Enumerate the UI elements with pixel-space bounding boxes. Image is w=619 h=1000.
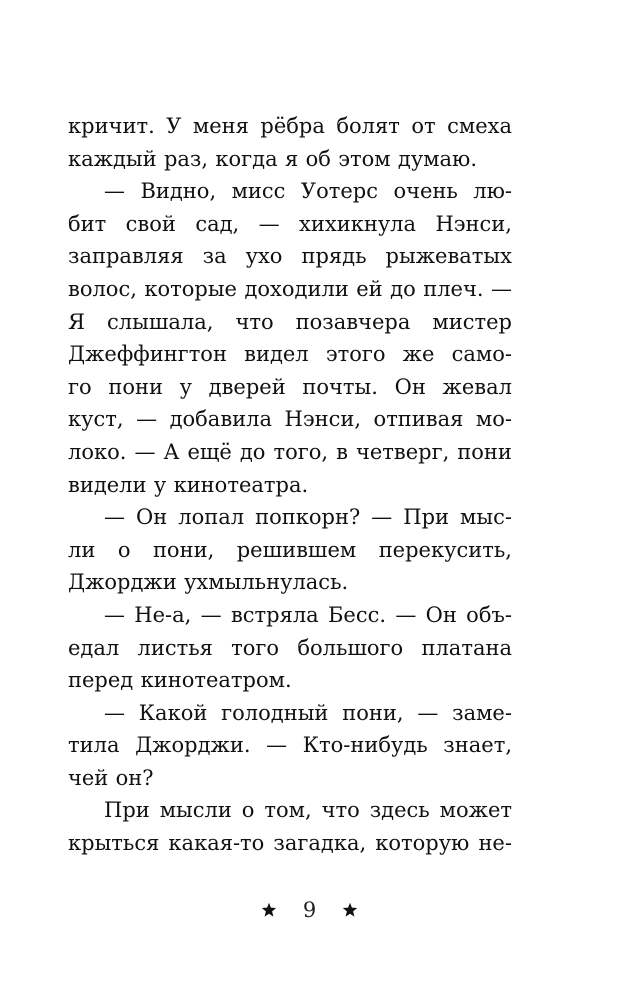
text-line <box>68 338 512 371</box>
word: не- <box>478 831 512 856</box>
word: которые <box>144 276 237 301</box>
word: кинотеатром. <box>140 668 292 693</box>
word: кричит. <box>68 114 155 138</box>
word: у <box>153 472 167 497</box>
word: рёбра <box>260 114 325 138</box>
text-line <box>68 208 512 241</box>
word: листья <box>137 635 213 660</box>
word: слышала, <box>107 309 214 334</box>
word: Нэнси, <box>435 211 512 236</box>
word: Кто-нибудь <box>302 733 428 758</box>
word: почты. <box>302 374 378 399</box>
word: о <box>241 798 255 823</box>
word: же <box>402 342 435 367</box>
word: — <box>104 179 125 204</box>
word: я <box>284 146 299 171</box>
word: свой <box>125 211 176 236</box>
word: — <box>104 505 125 530</box>
word: лю- <box>473 179 512 204</box>
word: мысли <box>159 798 232 823</box>
word: смеха <box>447 114 512 138</box>
word: Не-а, <box>134 602 192 627</box>
word: что <box>235 309 274 334</box>
word: четверг, <box>355 439 450 464</box>
word: чей <box>68 765 109 790</box>
star-icon <box>342 902 358 918</box>
text-line <box>68 697 512 730</box>
word: бит <box>68 211 107 236</box>
word: от <box>411 114 436 138</box>
word: пони <box>457 439 512 464</box>
text-line <box>68 729 512 762</box>
word: мыс- <box>460 505 512 530</box>
word: само- <box>451 342 512 367</box>
word: здесь <box>369 798 430 823</box>
word: ухмыльнулась. <box>184 570 349 595</box>
text-line <box>68 599 512 632</box>
word: тила <box>68 733 120 758</box>
word: ли <box>68 537 96 562</box>
word: Джорджи. <box>135 733 251 758</box>
word: крыться <box>68 831 160 856</box>
word: об <box>305 146 331 171</box>
word: того, <box>273 439 329 464</box>
text-line <box>68 469 512 502</box>
word: болят <box>336 114 400 138</box>
word: ей <box>356 276 383 301</box>
word: — <box>491 276 512 301</box>
word: заме- <box>452 700 512 725</box>
text-line <box>68 534 512 567</box>
word: за <box>202 244 227 269</box>
word: доходили <box>244 276 349 301</box>
word: Нэнси, <box>284 407 362 432</box>
word: о <box>117 537 131 562</box>
word: до <box>390 276 416 301</box>
word: куст, <box>68 407 124 432</box>
word: до <box>239 439 266 464</box>
word: — <box>136 407 158 432</box>
text-line <box>68 632 512 665</box>
word: видел <box>244 342 309 367</box>
word: отпивая <box>373 407 464 432</box>
star-icon <box>261 902 277 918</box>
word: — <box>104 602 125 627</box>
page-number: 9 <box>302 898 317 922</box>
word: Видно, <box>140 179 217 204</box>
text-line <box>68 371 512 404</box>
word: том, <box>264 798 312 823</box>
text-line <box>68 143 512 176</box>
text-line <box>68 501 512 534</box>
word: При <box>403 505 450 530</box>
text-line <box>68 110 512 143</box>
text-line <box>68 827 512 860</box>
word: перекусить, <box>378 537 512 562</box>
word: встряла <box>230 602 319 627</box>
word: — <box>134 439 156 464</box>
word: лопал <box>178 505 245 530</box>
word: ухо <box>245 244 283 269</box>
word: добавила <box>169 407 272 432</box>
word: — <box>395 602 417 627</box>
text-line <box>68 240 512 273</box>
word: меня <box>192 114 249 138</box>
word: мисс <box>231 179 286 204</box>
word: думаю. <box>397 146 478 171</box>
word: раз, <box>163 146 209 171</box>
word: того <box>231 635 280 660</box>
word: дверей <box>208 374 286 399</box>
page-footer <box>0 895 619 925</box>
word: кинотеатра. <box>173 472 309 497</box>
word: рыжеватых <box>385 244 512 269</box>
word: голодный <box>221 700 329 725</box>
body-text <box>68 110 512 860</box>
word: — <box>266 733 288 758</box>
text-line <box>68 273 512 306</box>
word: видели <box>68 472 147 497</box>
text-line <box>68 664 512 697</box>
word: Он <box>136 505 168 530</box>
word: жевал <box>442 374 512 399</box>
word: каждый <box>68 146 157 171</box>
word: — <box>200 602 222 627</box>
text-line <box>68 794 512 827</box>
word: решившем <box>236 537 357 562</box>
word: Какой <box>138 700 208 725</box>
word: пони <box>108 374 163 399</box>
word: у <box>179 374 192 399</box>
word: заправляя <box>68 244 184 269</box>
word: какая-то <box>168 831 265 856</box>
word: сад, <box>195 211 240 236</box>
word: пони, <box>342 700 404 725</box>
word: что <box>321 798 360 823</box>
text-line <box>68 175 512 208</box>
word: Джорджи <box>68 570 177 595</box>
word: этом <box>338 146 391 171</box>
word: в <box>336 439 348 464</box>
word: волос, <box>68 276 137 301</box>
text-line <box>68 403 512 436</box>
word: Он <box>394 374 426 399</box>
word: — <box>417 700 439 725</box>
word: позавчера <box>295 309 411 334</box>
word: При <box>104 798 150 823</box>
word: объ- <box>466 602 512 627</box>
word: Уотерс <box>300 179 378 204</box>
word: очень <box>393 179 458 204</box>
word: локо. <box>68 439 127 464</box>
word: — <box>258 211 280 236</box>
word: ещё <box>187 439 232 464</box>
word: знает, <box>443 733 512 758</box>
word: этого <box>325 342 386 367</box>
word: — <box>104 700 125 725</box>
word: платана <box>421 635 512 660</box>
word: Я <box>68 309 85 334</box>
word: Джеффингтон <box>68 342 227 367</box>
word: го <box>68 374 92 399</box>
word: У <box>166 114 182 138</box>
word: загадка, <box>273 831 367 856</box>
word: большого <box>297 635 404 660</box>
word: едал <box>68 635 120 660</box>
word: хихикнула <box>299 211 417 236</box>
word: Бесс. <box>328 602 387 627</box>
word: прядь <box>301 244 367 269</box>
word: когда <box>215 146 278 171</box>
word: Он <box>425 602 457 627</box>
text-line <box>68 762 512 795</box>
word: пони, <box>152 537 215 562</box>
word: мистер <box>432 309 512 334</box>
word: мо- <box>475 407 512 432</box>
word: плеч. <box>423 276 484 301</box>
word: — <box>371 505 393 530</box>
word: перед <box>68 668 134 693</box>
text-line <box>68 306 512 339</box>
text-line <box>68 436 512 469</box>
word: может <box>439 798 512 823</box>
word: которую <box>375 831 470 856</box>
text-line <box>68 566 512 599</box>
word: он? <box>115 765 154 790</box>
word: А <box>163 439 180 464</box>
word: попкорн? <box>255 505 361 530</box>
